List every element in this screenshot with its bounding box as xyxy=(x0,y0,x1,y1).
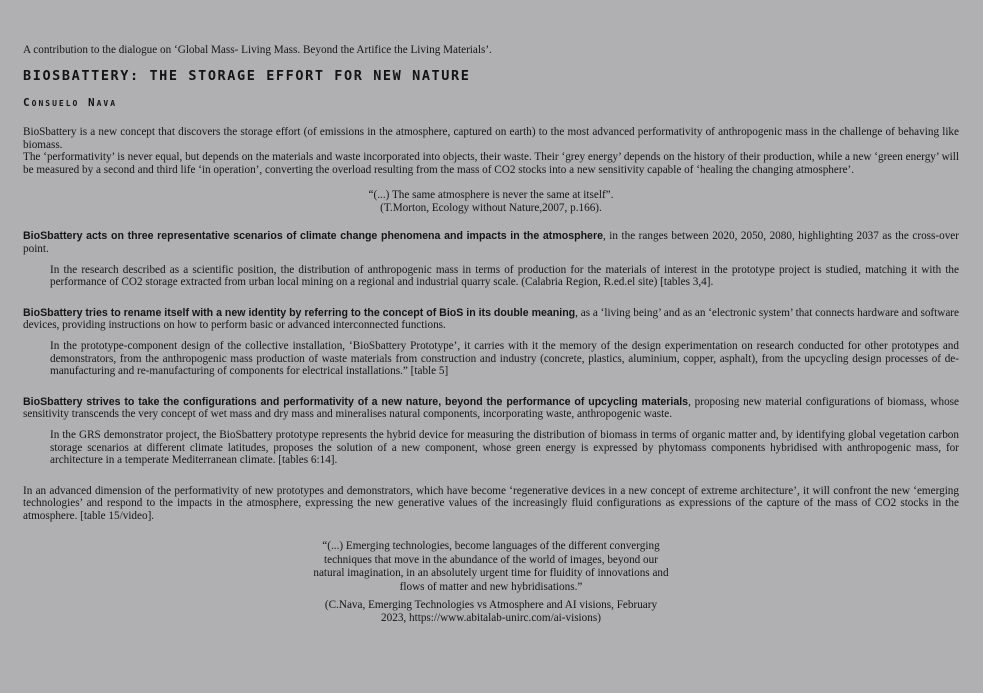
section-nature-detail: In the GRS demonstrator project, the BioSbattery prototype represents the hybrid device for measuring the distribution of biomass in terms of organic matter and, by identifying global vegetation carbon storage scenarios at different climate latitudes, proposes the solution of a new component, whose green energy is expressed by phytomass components hybridised with anthropogenic mass, for architecture in a temperate Mediterranean climate. [tables 6:14]. xyxy=(50,428,959,467)
section-identity xyxy=(23,307,959,332)
section-identity-rest: , as a ‘living being’ and as an ‘electronic system’ that connects hardware and software devices, providing instructions on how to perform basic or advanced interconnected functions. xyxy=(23,306,959,332)
section-scenarios xyxy=(23,230,959,255)
section-scenarios-bold: BioSbattery acts on three representative scenarios of climate change phenomena and impacts in the atmosphere xyxy=(23,230,603,243)
opening-p1: BioSbattery is a new concept that discovers the storage effort (of emissions in the atmosphere, captured on earth) to the most advanced performativity of anthropogenic mass in the challenge of behaving like biomass. xyxy=(23,126,959,151)
intro-line: A contribution to the dialogue on ‘Global Mass- Living Mass. Beyond the Artifice the Living Materials’. xyxy=(23,44,492,56)
section-nature-bold: BioSbattery strives to take the configurations and performativity of a new nature, beyond the performance of upcycling materials xyxy=(23,395,689,408)
section-scenarios-detail: In the research described as a scientific position, the distribution of anthropogenic mass in terms of production for the materials of interest in the prototype project is studied, matching it with the performance of CO2 storage extracted from urban local mining on a regional and industrial quarry scale. (Calabria Region, R.ed.el site) [tables 3,4]. xyxy=(50,263,959,289)
section-nature xyxy=(23,396,959,421)
document-title: BIOSBATTERY: THE STORAGE EFFORT FOR NEW NATURE xyxy=(23,68,471,84)
closing-paragraph: In an advanced dimension of the performativity of new prototypes and demonstrators, which have become ‘regenerative devices in a new concept of extreme architecture’, it will confront the new ‘emerging technologies’ and respond to the impacts in the atmosphere, expressing the new generative values of the increasingly fluid configurations as expressions of the capture of the mass of CO2 stocks in the atmosphere. [table 15/video]. xyxy=(23,484,959,522)
opening-p2: The ‘performativity’ is never equal, but depends on the materials and waste incorporated into objects, their waste. Their ‘grey energy’ depends on the history of their production, while a new ‘green energy’ will be measured by a second and third life ‘in operation’, converting the overload resulting from the mass of CO2 stocks into a new sensitivity capable of ‘healing the changing atmosphere’. xyxy=(23,151,959,176)
section-identity-bold: BioSbattery tries to rename itself with a new identity by referring to the concept of BioS in its double meaning xyxy=(23,306,576,319)
section-nature-rest: , proposing new material configurations of biomass, whose sensitivity transcends the very concept of wet mass and dry mass and mineralises natural components, incorporating waste, anthropogenic waste. xyxy=(23,395,959,421)
quote-morton-cite: (T.Morton, Ecology without Nature,2007, p.166). xyxy=(380,202,602,215)
quote-nava-citation xyxy=(311,599,671,625)
quote-nava-text: “(...) Emerging technologies, become languages of the different converging techniques that move in the abundance of the world of images, beyond our natural imagination, in an absolutely urgent time for fluidity of innovations and flows of matter and new hybridisations.” xyxy=(313,540,669,593)
section-identity-detail: In the prototype-component design of the collective installation, ‘BioSbattery Prototype’, it carries with it the memory of the design experimentation on research conducted for other prototypes and demonstrators, from the anthropogenic mass production of waste materials from construction and industry (concrete, plastics, aluminium, copper, asphalt), from the upcycling design processes of de-manufacturing and re-manufacturing of components for electrical installations.” [table 5] xyxy=(50,339,959,378)
quote-nava xyxy=(311,540,671,594)
opening-paragraph xyxy=(23,126,959,176)
section-scenarios-rest: , in the ranges between 2020, 2050, 2080, highlighting 2037 as the cross-over point. xyxy=(23,230,959,255)
quote-morton-text: “(...) The same atmosphere is never the same at itself”. xyxy=(368,189,614,202)
quote-morton xyxy=(23,189,959,215)
author-name: Consuelo Nava xyxy=(23,96,118,109)
quote-nava-cite: (C.Nava, Emerging Technologies vs Atmosphere and AI visions, February 2023, https://www.abitalab-unirc.com/ai-visions) xyxy=(324,599,658,625)
